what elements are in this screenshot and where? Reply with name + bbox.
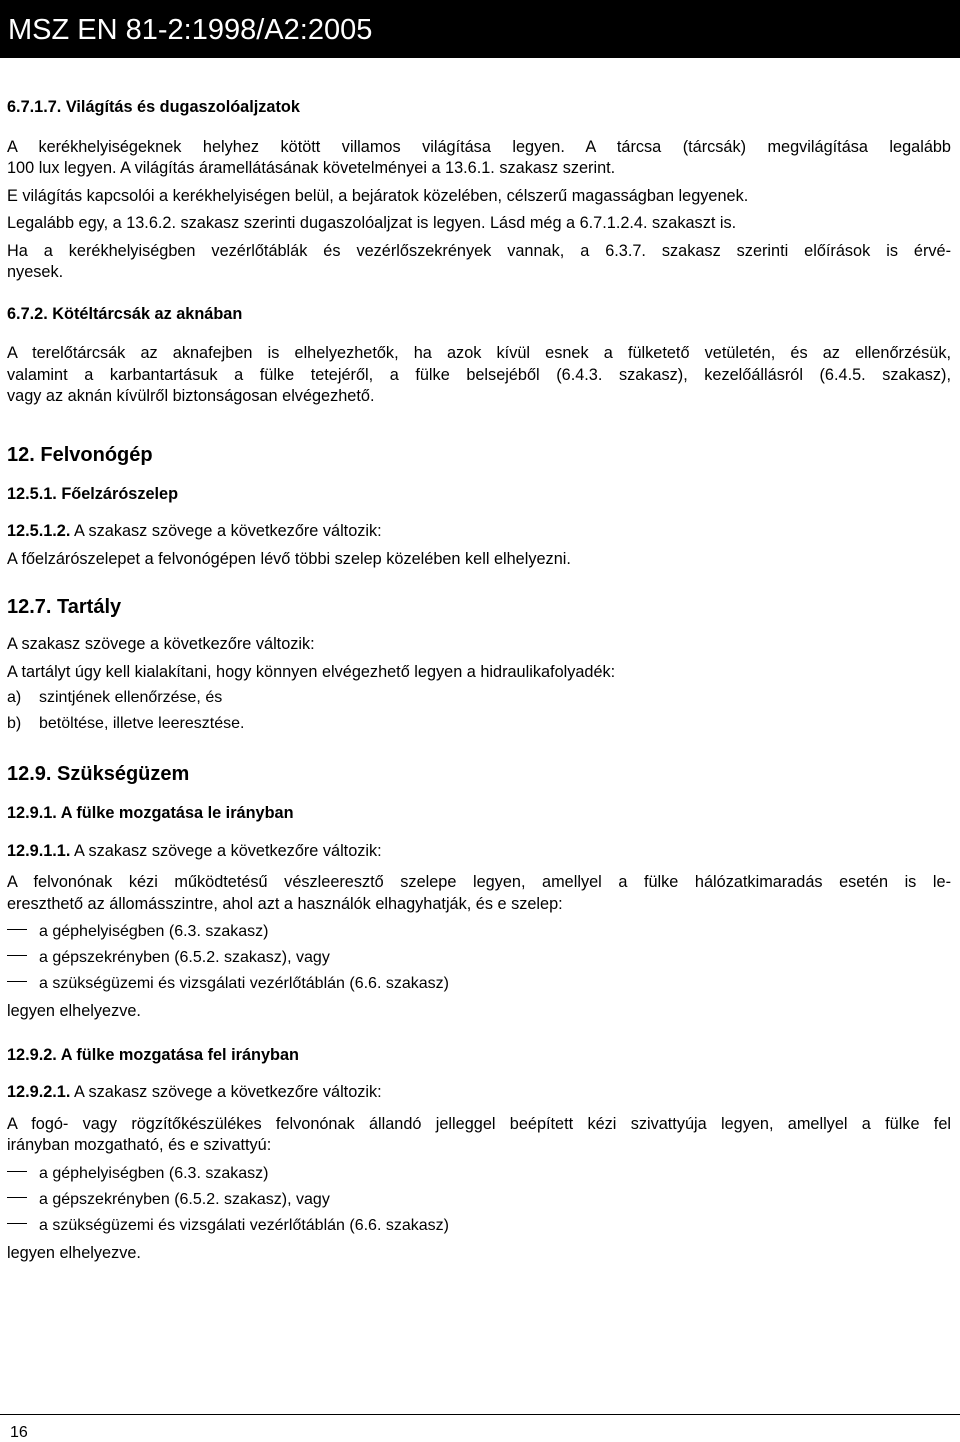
section-heading-672: 6.7.2. Kötéltárcsák az aknában — [7, 304, 243, 323]
list-item-text: a géphelyiségben (6.3. szakasz) — [39, 923, 269, 940]
chapter-heading-12: 12. Felvonógép — [7, 443, 153, 466]
paragraph-line: Legalább egy, a 13.6.2. szakasz szerinti dugaszolóaljzat is legyen. Lásd még a 6.7.1.2.4. szakaszt is. — [7, 214, 737, 232]
list-item-text: betöltése, illetve leeresztése. — [39, 715, 245, 732]
section-heading-1251: 12.5.1. Főelzárószelep — [7, 484, 179, 503]
clause-intro: A szakasz szövege a következőre változik: — [70, 522, 382, 540]
clause-number: 12.9.2.1. — [7, 1083, 71, 1101]
list-marker: a) — [7, 689, 22, 706]
paragraph-line: nyesek. — [7, 263, 64, 281]
list-marker: b) — [7, 715, 22, 732]
dash-marker — [7, 1165, 39, 1183]
footer-divider — [0, 1414, 960, 1415]
dash-marker — [7, 975, 39, 993]
dash-list-item — [7, 1217, 951, 1235]
dash-list-item — [7, 1191, 951, 1209]
paragraph-line: A szakasz szövege a következőre változik: — [7, 635, 315, 653]
list-item-text: a szükségüzemi és vizsgálati vezérlőtáblán (6.6. szakasz) — [39, 1216, 449, 1234]
dash-marker — [7, 923, 39, 941]
section-heading-6717: 6.7.1.7. Világítás és dugaszolóaljzatok — [7, 98, 300, 116]
section-heading-1291: 12.9.1. A fülke mozgatása le irányban — [7, 804, 294, 822]
paragraph-line: irányban mozgatható, és e szivattyú: — [7, 1136, 272, 1154]
dash-list-item — [7, 949, 951, 967]
clause-intro: A szakasz szövege a következőre változik: — [70, 1083, 382, 1101]
paragraph-line: A fogó- vagy rögzítőkészülékes felvonónak állandó jelleggel beépített kézi szivattyúja legyen, amellyel a fülke fel — [7, 1114, 951, 1133]
paragraph-line: E világítás kapcsolói a kerékhelyiségen belül, a bejáratok közelében, célszerű magasságban legyenek. — [7, 186, 749, 205]
paragraph-line: A felvonónak kézi működtetésű vészleeresztő szelepe legyen, amellyel a fülke hálózatkimaradás esetén is le- — [7, 873, 951, 891]
chapter-heading-127: 12.7. Tartály — [7, 596, 122, 618]
dash-list-item — [7, 923, 951, 941]
paragraph-line: vagy az aknán kívülről biztonságosan elvégezhető. — [7, 387, 375, 405]
paragraph-line: A terelőtárcsák az aknafejben is elhelyezhetők, ha azok kívül esnek a fülketető vetületén, és az ellenőrzésük, — [7, 344, 951, 362]
paragraph-line: A tartályt úgy kell kialakítani, hogy könnyen elvégezhető legyen a hidraulikafolyadék: — [7, 662, 616, 681]
dash-list-item — [7, 1165, 951, 1183]
list-item — [7, 689, 951, 707]
dash-marker — [7, 949, 39, 967]
list-item-text: szintjének ellenőrzése, és — [39, 689, 223, 706]
clause-number: 12.5.1.2. — [7, 522, 71, 540]
document-header — [0, 0, 960, 58]
paragraph-line: ereszthető az állomásszintre, ahol azt a használók elhagyhatják, és e szelep: — [7, 894, 563, 913]
dash-marker — [7, 1217, 39, 1235]
page-number: 16 — [10, 1424, 28, 1441]
paragraph-line: legyen elhelyezve. — [7, 1002, 141, 1020]
list-item-text: a gépszekrényben (6.5.2. szakasz), vagy — [39, 1190, 330, 1208]
paragraph-line — [7, 841, 951, 863]
list-item-text: a géphelyiségben (6.3. szakasz) — [39, 1164, 269, 1182]
chapter-heading-129: 12.9. Szükségüzem — [7, 763, 190, 785]
paragraph-line: legyen elhelyezve. — [7, 1243, 141, 1262]
list-item-text: a gépszekrényben (6.5.2. szakasz), vagy — [39, 949, 330, 966]
clause-number: 12.9.1.1. — [7, 841, 71, 860]
list-item-text: a szükségüzemi és vizsgálati vezérlőtáblán (6.6. szakasz) — [39, 975, 449, 992]
paragraph-line: Ha a kerékhelyiségben vezérlőtáblák és vezérlőszekrények vannak, a 6.3.7. szakasz szerinti előírások is érvé- — [7, 241, 951, 260]
dash-list-item — [7, 975, 951, 993]
paragraph-line — [7, 1082, 951, 1104]
paragraph-line: A kerékhelyiségeknek helyhez kötött villamos világítása legyen. A tárcsa (tárcsák) megvilágítása legalább — [7, 137, 951, 156]
clause-intro: A szakasz szövege a következőre változik: — [70, 841, 382, 860]
dash-marker — [7, 1191, 39, 1209]
paragraph-line: valamint a karbantartásuk a fülke tetejéről, a fülke belsejéből (6.4.3. szakasz), kezelőállásról (6.4.5. szakasz), — [7, 365, 951, 384]
paragraph-line — [7, 521, 951, 543]
document-title: MSZ EN 81-2:1998/A2:2005 — [8, 14, 373, 46]
document-body — [7, 97, 951, 1264]
paragraph-line: A főelzárószelepet a felvonógépen lévő többi szelep közelében kell elhelyezni. — [7, 549, 571, 568]
section-heading-1292: 12.9.2. A fülke mozgatása fel irányban — [7, 1045, 299, 1064]
list-item — [7, 715, 951, 733]
paragraph-line: 100 lux legyen. A világítás áramellátásának követelményei a 13.6.1. szakasz szerint. — [7, 159, 616, 177]
